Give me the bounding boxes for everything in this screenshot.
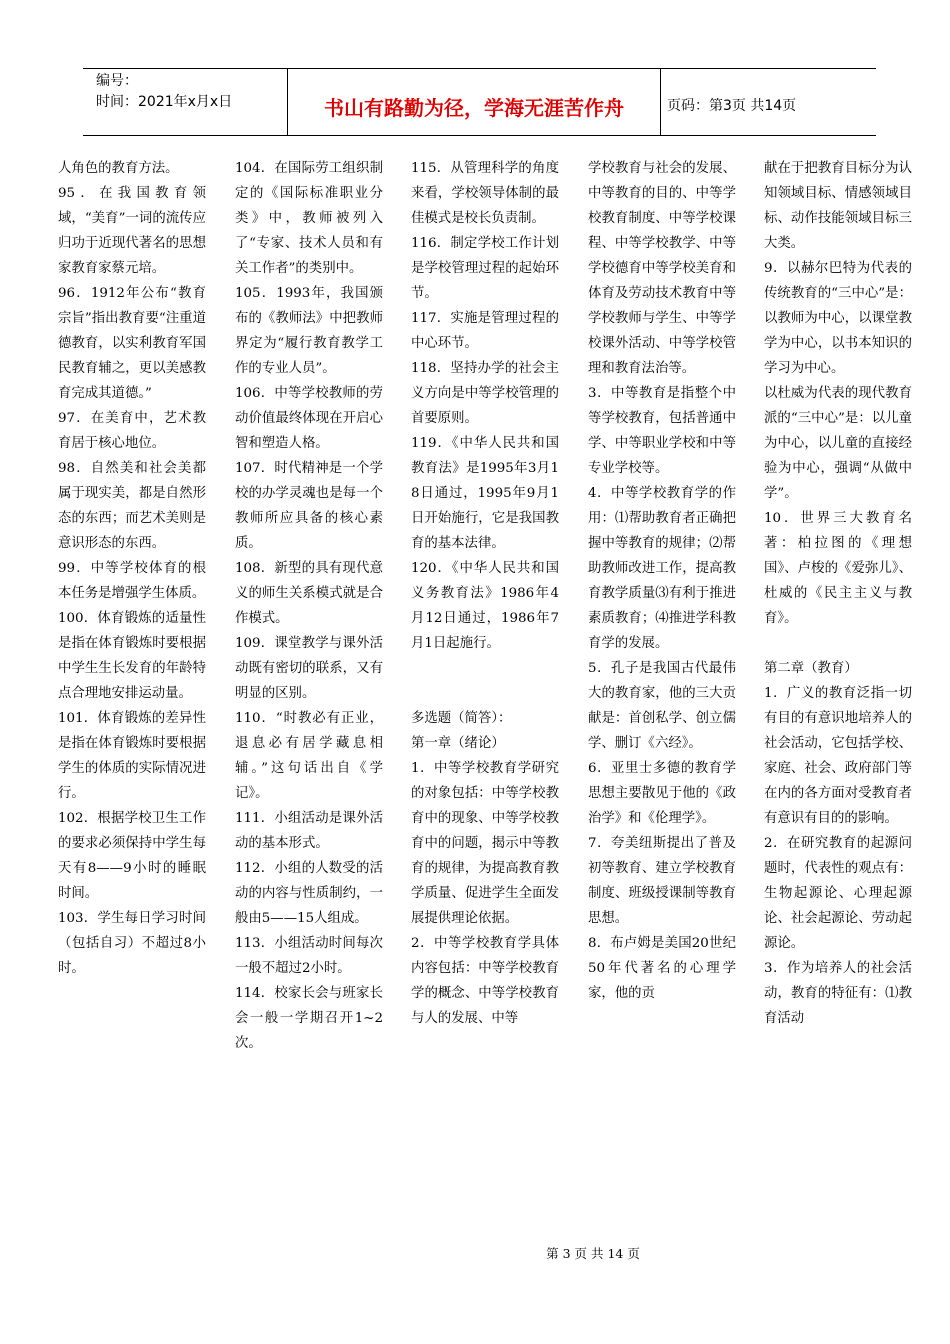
paragraph: 9．以赫尔巴特为代表的传统教育的“三中心”是：以教师为中心，以课堂教学为中心，以书本知识的学习为中心。 [764, 261, 912, 376]
paragraph: 4．中等学校教育学的作用：⑴帮助教育者正确把握中等教育的规律；⑵帮助教师改进工作，提高教育教学质量⑶有利于推进素质教育；⑷推进学科教育学的发展。 [588, 486, 736, 651]
paragraph: 116．制定学校工作计划是学校管理过程的起始环节。 [411, 236, 559, 301]
header-meta [83, 69, 288, 135]
paragraph: 120．《中华人民共和国义务教育法》1986年4月12日通过，1986年7月1日起施行。 [411, 561, 559, 651]
paragraph: 100．体育锻炼的适量性是指在体育锻炼时要根据中学生生长发育的年龄特点合理地安排运动量。 [58, 611, 206, 701]
text-column-3 [411, 156, 559, 1031]
paragraph: 8．布卢姆是美国20世纪50年代著名的心理学家，他的贡 [588, 936, 736, 1001]
paragraph: 2．中等学校教育学具体内容包括：中等学校教育学的概念、中等学校教育与人的发展、中等 [411, 936, 559, 1026]
number-label: 编号： [96, 73, 138, 89]
paragraph: 人角色的教育方法。 [58, 161, 179, 176]
paragraph: 96．1912年公布“教育宗旨”指出教育要“注重道德教育，以实利教育军国民教育辅之，更以美感教育完成其道德。” [58, 286, 206, 401]
text-column-1 [58, 156, 206, 981]
paragraph: 99．中等学校体育的根本任务是增强学生体质。 [58, 561, 206, 601]
header-motto-cell [288, 69, 661, 135]
paragraph: 107．时代精神是一个学校的办学灵魂也是每一个教师所应具备的核心素质。 [235, 461, 383, 551]
paragraph: 106．中等学校教师的劳动价值最终体现在开启心智和塑造人格。 [235, 386, 383, 451]
paragraph: 97．在美育中，艺术教育居于核心地位。 [58, 411, 206, 451]
paragraph: 98．自然美和社会美都属于现实美，都是自然形态的东西；而艺术美则是意识形态的东西。 [58, 461, 206, 551]
paragraph: 以杜威为代表的现代教育派的“三中心”是：以儿童为中心，以儿童的直接经验为中心，强调“从做中学”。 [764, 386, 912, 501]
paragraph: 109．课堂教学与课外活动既有密切的联系，又有明显的区别。 [235, 636, 383, 701]
text-column-5 [764, 156, 912, 1031]
section-heading: 多选题（简答）： [411, 711, 512, 726]
paragraph: 118．坚持办学的社会主义方向是中等学校管理的首要原则。 [411, 361, 559, 426]
paragraph: 7．夸美纽斯提出了普及初等教育、建立学校教育制度、班级授课制等教育思想。 [588, 836, 736, 926]
paragraph: 1．广义的教育泛指一切有目的有意识地培养人的社会活动，它包括学校、家庭、社会、政府部门等在内的各方面对受教育者有意识有目的的影响。 [764, 686, 912, 826]
paragraph: 6．亚里士多德的教育学思想主要散见于他的《政治学》和《伦理学》。 [588, 761, 736, 826]
paragraph: 113．小组活动时间每次一般不超过2小时。 [235, 936, 383, 976]
paragraph: 105．1993年，我国颁布的《教师法》中把教师界定为“履行教育教学工作的专业人员”。 [235, 286, 383, 376]
paragraph: 102．根据学校卫生工作的要求必须保持中学生每天有8——9小时的睡眠时间。 [58, 811, 206, 901]
paragraph: 101．体育锻炼的差异性是指在体育锻炼时要根据学生的体质的实际情况进行。 [58, 711, 206, 801]
motto: 书山有路勤为径，学海无涯苦作舟 [324, 95, 624, 120]
paragraph: 95．在我国教育领域，“美育”一词的流传应归功于近现代著名的思想家教育家蔡元培。 [58, 186, 206, 276]
chapter-heading: 第二章（教育） [764, 661, 858, 676]
paragraph: 110．“时教必有正业，退息必有居学藏息相辅。”这句话出自《学记》。 [235, 711, 383, 801]
paragraph: 117．实施是管理过程的中心环节。 [411, 311, 559, 351]
paragraph: 112．小组的人数受的活动的内容与性质制约，一般由5——15人组成。 [235, 861, 383, 926]
header-page-info-cell [661, 69, 876, 135]
footer-page-number: 第 3 页 共 14 页 [546, 1246, 640, 1261]
time-label: 时间：2021年x月x日 [96, 94, 233, 110]
paragraph: 3．作为培养人的社会活动，教育的特征有：⑴教育活动 [764, 961, 912, 1026]
paragraph: 108．新型的具有现代意义的师生关系模式就是合作模式。 [235, 561, 383, 626]
paragraph: 5．孔子是我国古代最伟大的教育家，他的三大贡献是：首创私学、创立儒学、删订《六经》。 [588, 661, 736, 751]
paragraph: 学校教育与社会的发展、中等教育的目的、中等学校教育制度、中等学校课程、中等学校教学、中等学校德育中等学校美育和体育及劳动技术教育中等学校教师与学生、中等学校课外活动、中等学校管理和教育法治等。 [588, 161, 736, 376]
paragraph: 2．在研究教育的起源问题时，代表性的观点有：生物起源论、心理起源论、社会起源论、劳动起源论。 [764, 836, 912, 951]
paragraph: 3．中等教育是指整个中等学校教育，包括普通中学、中等职业学校和中等专业学校等。 [588, 386, 736, 476]
paragraph: 10．世界三大教育名著：柏拉图的《理想国》、卢梭的《爱弥儿》、杜威的《民主主义与教育》。 [764, 511, 912, 626]
page-footer [0, 1244, 950, 1262]
paragraph: 103．学生每日学习时间（包括自习）不超过8小时。 [58, 911, 206, 976]
page-info: 页码：第3页 共14页 [667, 98, 797, 114]
text-column-2 [235, 156, 383, 1056]
page-header [83, 68, 876, 136]
paragraph: 119．《中华人民共和国教育法》是1995年3月18日通过，1995年9月1日开始施行，它是我国教育的基本法律。 [411, 436, 559, 551]
paragraph: 献在于把教育目标分为认知领域目标、情感领域目标、动作技能领域目标三大类。 [764, 161, 912, 251]
text-column-4 [588, 156, 736, 1006]
paragraph: 111．小组活动是课外活动的基本形式。 [235, 811, 383, 851]
paragraph: 114．校家长会与班家长会一般一学期召开1~2次。 [235, 986, 383, 1051]
paragraph: 104．在国际劳工组织制定的《国际标准职业分类》中，教师被列入了“专家、技术人员和有关工作者”的类别中。 [235, 161, 383, 276]
paragraph: 1．中等学校教育学研究的对象包括：中等学校教育中的现象、中等学校教育中的问题，揭示中等教育的规律，为提高教育教学质量、促进学生全面发展提供理论依据。 [411, 761, 559, 926]
chapter-heading: 第一章（绪论） [411, 736, 505, 751]
paragraph: 115．从管理科学的角度来看，学校领导体制的最佳模式是校长负责制。 [411, 161, 559, 226]
